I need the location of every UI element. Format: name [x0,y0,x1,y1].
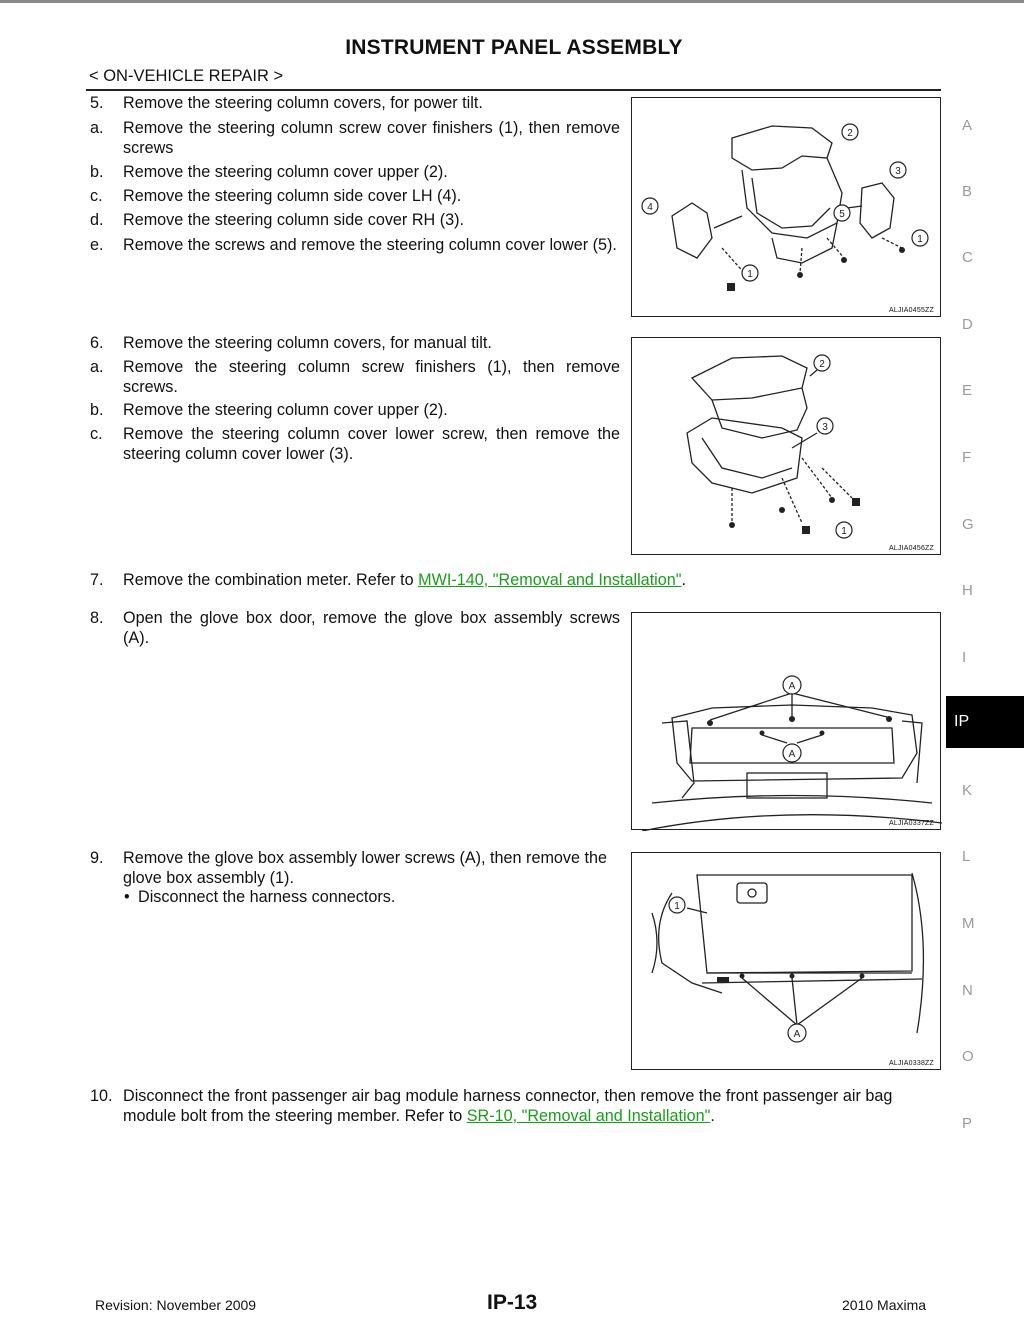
page-title: INSTRUMENT PANEL ASSEMBLY [345,36,683,59]
side-index-k[interactable]: K [962,782,973,799]
figure-glove-box-lower-screws [631,852,941,1070]
side-index-d[interactable]: D [962,316,973,333]
substep-text: Remove the steering column side cover RH (3). [123,211,464,229]
substep-text: Remove the steering column cover upper (2). [123,401,448,419]
callout-label: 4 [647,202,653,213]
side-index-n[interactable]: N [962,982,973,999]
steering-column-diagram [632,338,942,556]
breadcrumb: < ON-VEHICLE REPAIR > [89,67,284,85]
step-text-part: . [681,571,687,589]
callout-label: A [788,749,796,760]
callout-label: 3 [822,422,828,433]
figure-code: ALJIA0338ZZ [889,1060,934,1067]
substep-letter: b. [90,163,104,181]
callout-label: 3 [895,166,901,177]
substep-letter: c. [90,425,103,443]
substep-letter: a. [90,358,104,376]
substep-text: Remove the steering column screw finishers (1), then remove screws. [123,358,620,396]
side-index-i[interactable]: I [962,649,967,666]
step-text [123,571,923,591]
page-top-border [0,0,1024,3]
side-index-e[interactable]: E [962,382,973,399]
step-number: 6. [90,334,104,352]
figure-code: ALJIA0455ZZ [889,307,934,314]
figure-steering-column-covers-power-tilt [631,97,941,317]
glove-box-diagram [632,853,942,1071]
side-index-g[interactable]: G [962,516,974,533]
step-number: 8. [90,609,104,627]
substep-letter: d. [90,211,104,229]
substep-text: Remove the screws and remove the steering column cover lower (5). [123,236,617,254]
step-text: Open the glove box door, remove the glove box assembly screws (A). [123,609,620,647]
side-index-a[interactable]: A [962,117,973,134]
substep-text: Remove the steering column side cover LH (4). [123,187,462,205]
side-index-f[interactable]: F [962,449,972,466]
callout-label: 1 [841,526,847,537]
callout-label: A [788,681,796,692]
substep-letter: a. [90,119,104,137]
substep-letter: b. [90,401,104,419]
side-index-c[interactable]: C [962,249,973,266]
side-index-ip-label: IP [954,713,970,730]
callout-label: 2 [847,128,853,139]
substep-text: Remove the steering column screw cover finishers (1), then remove screws [123,119,620,157]
substep-letter: e. [90,236,104,254]
step-text-part: Remove the combination meter. Refer to [123,571,419,589]
figure-glove-box-upper-screws [631,612,941,830]
side-index-l[interactable]: L [962,848,971,865]
glove-box-diagram [632,613,942,831]
side-index-o[interactable]: O [962,1048,974,1065]
callout-label: 1 [747,269,753,280]
step-number: 5. [90,94,104,112]
side-index-b[interactable]: B [962,183,973,200]
figure-code: ALJIA0456ZZ [889,545,934,552]
callout-label: 2 [819,359,825,370]
side-index-m[interactable]: M [962,915,975,932]
step-number: 9. [90,849,104,867]
side-index-ip-active[interactable] [946,696,1024,748]
footer-page-number: IP-13 [487,1291,538,1314]
callout-label: 1 [674,901,680,912]
bullet-text: Disconnect the harness connectors. [138,888,396,906]
substep-text: Remove the steering column cover lower screw, then remove the steering column cover lower (3). [123,425,620,463]
bullet-mark: • [124,888,130,906]
side-index-p[interactable]: P [962,1115,973,1132]
step-number: 10. [90,1087,113,1105]
step-text: Remove the steering column covers, for manual tilt. [123,334,492,352]
callout-label: 5 [839,209,845,220]
side-index-h[interactable]: H [962,582,973,599]
step-text [123,1087,943,1126]
steering-column-diagram [632,98,942,318]
step-text: Remove the glove box assembly lower screws (A), then remove the glove box assembly (1). [123,849,608,887]
figure-code: ALJIA0337ZZ [889,820,934,827]
footer-model: 2010 Maxima [842,1297,927,1313]
header-rule [86,89,941,91]
step-text: Remove the steering column covers, for power tilt. [123,94,483,112]
link-mwi-140-removal-installation[interactable]: MWI-140, "Removal and Installation" [418,571,682,589]
callout-label: 1 [917,234,923,245]
substep-letter: c. [90,187,103,205]
link-sr-10-removal-installation[interactable]: SR-10, "Removal and Installation" [466,1106,711,1125]
figure-steering-column-covers-manual-tilt [631,337,941,555]
footer-revision: Revision: November 2009 [95,1297,257,1313]
substep-text: Remove the steering column cover upper (2). [123,163,448,181]
callout-label: A [793,1029,801,1040]
step-number: 7. [90,571,104,589]
step-text-part: . [710,1106,715,1125]
step-text-part: Disconnect the front passenger air bag module harness connector, then remove the front passenger air bag module bolt from the steering member. Refer to [123,1087,893,1125]
